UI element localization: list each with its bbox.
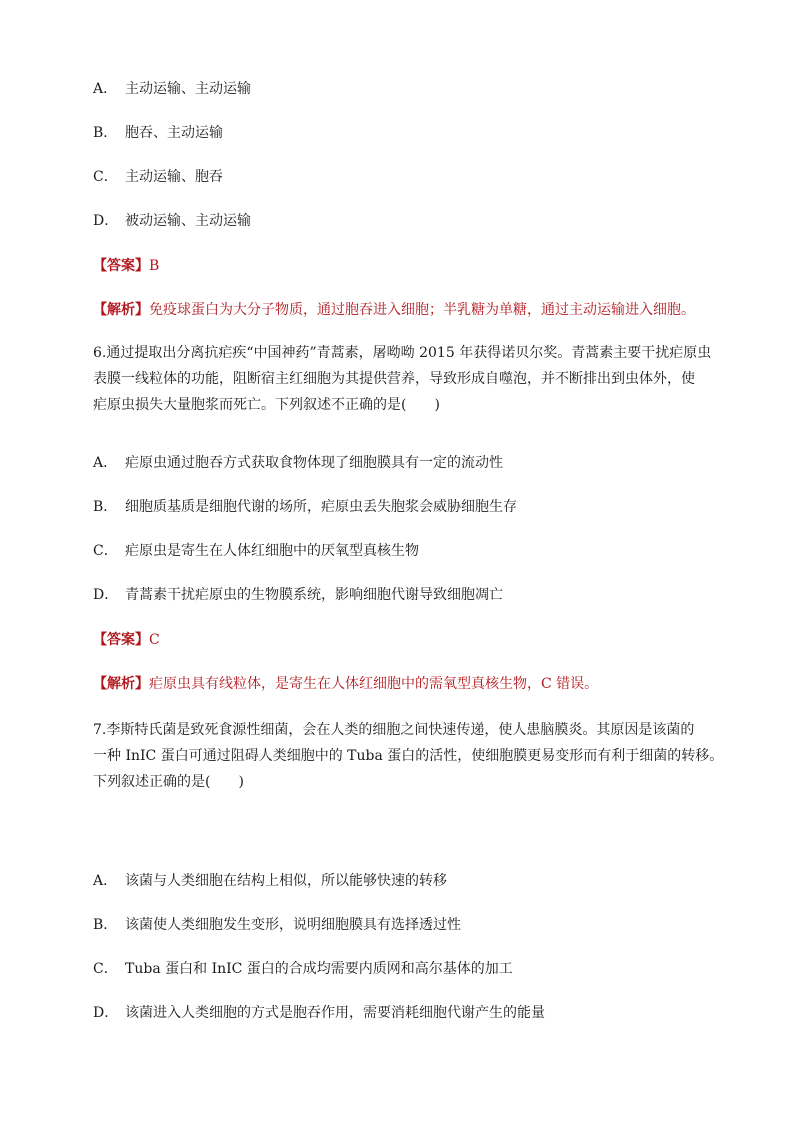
answer-value: B	[149, 258, 160, 274]
q6-option-c: C． 疟原虫是寄生在人体红细胞中的厌氧型真核生物	[93, 543, 419, 559]
q7-option-c: C． Tuba 蛋白和 InIC 蛋白的合成均需要内质网和高尔基体的加工	[93, 961, 513, 977]
q5-answer	[93, 256, 159, 276]
explain-text: 免疫球蛋白为大分子物质，通过胞吞进入细胞；半乳糖为单糖，通过主动运输进入细胞。	[149, 302, 695, 318]
q5-option-d: D． 被动运输、主动运输	[93, 213, 251, 229]
answer-value: C	[149, 632, 160, 648]
q5-option-b: B． 胞吞、主动运输	[93, 125, 223, 141]
answer-tag: 【答案】	[93, 632, 149, 648]
explain-tag: 【解析】	[93, 676, 149, 692]
q6-option-b: B． 细胞质基质是细胞代谢的场所，疟原虫丢失胞浆会威胁细胞生存	[93, 499, 517, 515]
explain-text: 疟原虫具有线粒体，是寄生在人体红细胞中的需氧型真核生物，C 错误。	[149, 676, 599, 692]
q6-option-a: A． 疟原虫通过胞吞方式获取食物体现了细胞膜具有一定的流动性	[93, 455, 503, 471]
q7-stem: 7.李斯特氏菌是致死食源性细菌，会在人类的细胞之间快速传递，使人患脑膜炎。其原因是该菌的 一种 InIC 蛋白可通过阻碍人类细胞中的 Tuba 蛋白的活性，使细胞膜更易变形而有利于细菌的转移。 下列叙述正确的是( )	[93, 722, 724, 790]
q5-option-c: C． 主动运输、胞吞	[93, 169, 223, 185]
q7-option-b: B． 该菌使人类细胞发生变形，说明细胞膜具有选择透过性	[93, 917, 461, 933]
q7-option-a: A． 该菌与人类细胞在结构上相似，所以能够快速的转移	[93, 873, 447, 889]
q7-option-d: D． 该菌进入人类细胞的方式是胞吞作用，需要消耗细胞代谢产生的能量	[93, 1005, 545, 1021]
q5-option-a: A． 主动运输、主动运输	[93, 81, 251, 97]
q5-explanation	[93, 300, 695, 320]
explain-tag: 【解析】	[93, 302, 149, 318]
q6-explanation	[93, 674, 598, 694]
q6-stem: 6.通过提取出分离抗疟疾“中国神药”青蒿素，屠呦呦 2015 年获得诺贝尔奖。青蒿素主要干扰疟原虫 表膜一线粒体的功能，阻断宿主红细胞为其提供营养，导致形成自噬泡，并不断排出到虫体外，使 疟原虫损失大量胞浆而死亡。下列叙述不正确的是( )	[93, 345, 712, 413]
q6-option-d: D． 青蒿素干扰疟原虫的生物膜系统，影响细胞代谢导致细胞凋亡	[93, 587, 503, 603]
q6-answer	[93, 630, 160, 650]
answer-tag: 【答案】	[93, 258, 149, 274]
